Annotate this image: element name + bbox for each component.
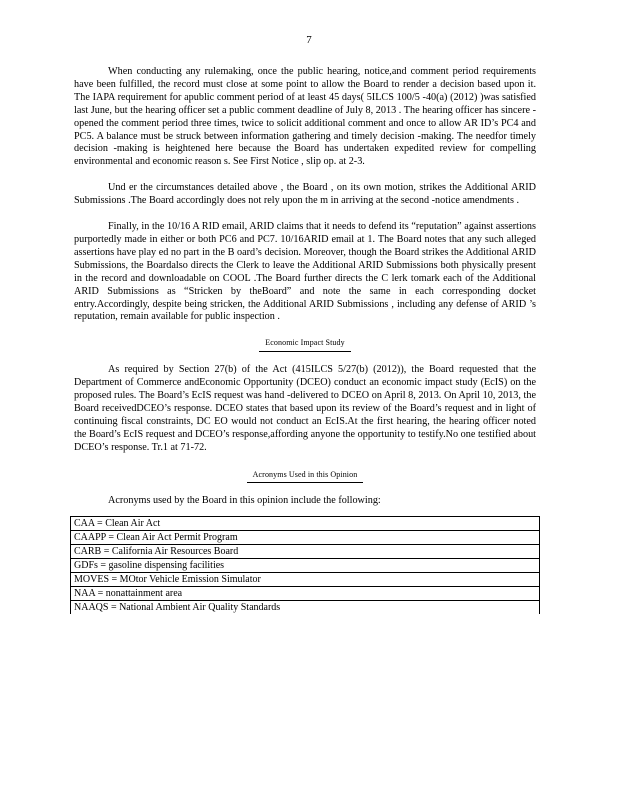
- paragraph-strike-submissions: Und er the circumstances detailed above , the Board , on its own motion, strikes the Additional ARID Submissions .The Board accordingly does not rely upon the m in arriving at the second -notice amendments .: [74, 182, 536, 207]
- table-row: [71, 573, 540, 587]
- acronym-cell: CAAPP = Clean Air Act Permit Program: [71, 531, 540, 545]
- table-row: [71, 559, 540, 573]
- table-row: [71, 531, 540, 545]
- heading-acronyms: Acronyms Used in this Opinion: [74, 469, 536, 484]
- paragraph-record-closing: When conducting any rulemaking, once the public hearing, notice,and comment period requirements have been fulfilled, the record must close at some point to allow the Board to render a decision based upon it. The IAPA requirement for apublic comment period of at least 45 days( 5ILCS 100/5 -40(a) (2012) )was satisfied last June, but the hearing officer set a public comment deadline of July 8, 2013 . The hearing officer has sincere -opened the comment period three times, twice to solicit additional comment and once to allow AR ID’s PC4 and PC5. A balance must be struck between information gathering and timely decision -making. The needfor timely decision -making is heightened here because the Board has undertaken expedited review for compelling environmental and economic reason s. See First Notice , slip op. at 2-3.: [74, 66, 536, 168]
- table-row: [71, 587, 540, 601]
- acronyms-table: [70, 516, 540, 614]
- table-row: [71, 545, 540, 559]
- acronym-cell: NAAQS = National Ambient Air Quality Standards: [71, 601, 540, 615]
- acronym-cell: GDFs = gasoline dispensing facilities: [71, 559, 540, 573]
- heading-economic-impact-study: Economic Impact Study: [74, 337, 536, 352]
- paragraph-economic-impact: As required by Section 27(b) of the Act (415ILCS 5/27(b) (2012)), the Board requested that the Department of Commerce andEconomic Opportunity (DCEO) conduct an economic impact study (EcIS) on the proposed rules. The Board’s EcIS request was hand -delivered to DCEO on April 8, 2013. On April 10, 2013, the Board receivedDCEO’s response. DCEO states that based upon its review of the Board’s request and in light of continuing fiscal constraints, DC EO would not conduct an EcIS.At the first hearing, the hearing officer noted the Board’s EcIS request and DCEO’s response,affording anyone the opportunity to testify.No one testified about DCEO’s response. Tr.1 at 71-72.: [74, 364, 536, 453]
- page-number: 7: [306, 34, 312, 46]
- paragraph-arid-reputation: Finally, in the 10/16 A RID email, ARID claims that it needs to defend its “reputation” against assertions purportedly made in either or both PC6 and PC7. 10/16ARID email at 1. The Board notes that any such alleged assertions have play ed no part in the B oard’s decision. Moreover, though the Board strikes the Additional ARID Submissions, the Boardalso directs the Clerk to leave the Additional ARID Submissions both physically present in the record and downloadable on COOL .The Board further directs the C lerk tomark each of the Additional ARID Submissions as “Stricken by theBoard” and note the same in each corresponding docket entry.Accordingly, despite being stricken, the Additional ARID Submissions , including any defense of ARID ’s reputation, remain available for public inspection .: [74, 221, 536, 323]
- table-row: [71, 601, 540, 615]
- acronym-cell: NAA = nonattainment area: [71, 587, 540, 601]
- acronym-cell: MOVES = MOtor Vehicle Emission Simulator: [71, 573, 540, 587]
- table-row: [71, 517, 540, 531]
- document-body: [74, 66, 536, 614]
- acronym-cell: CAA = Clean Air Act: [71, 517, 540, 531]
- acronyms-intro: Acronyms used by the Board in this opinion include the following:: [108, 495, 381, 507]
- acronym-cell: CARB = California Air Resources Board: [71, 545, 540, 559]
